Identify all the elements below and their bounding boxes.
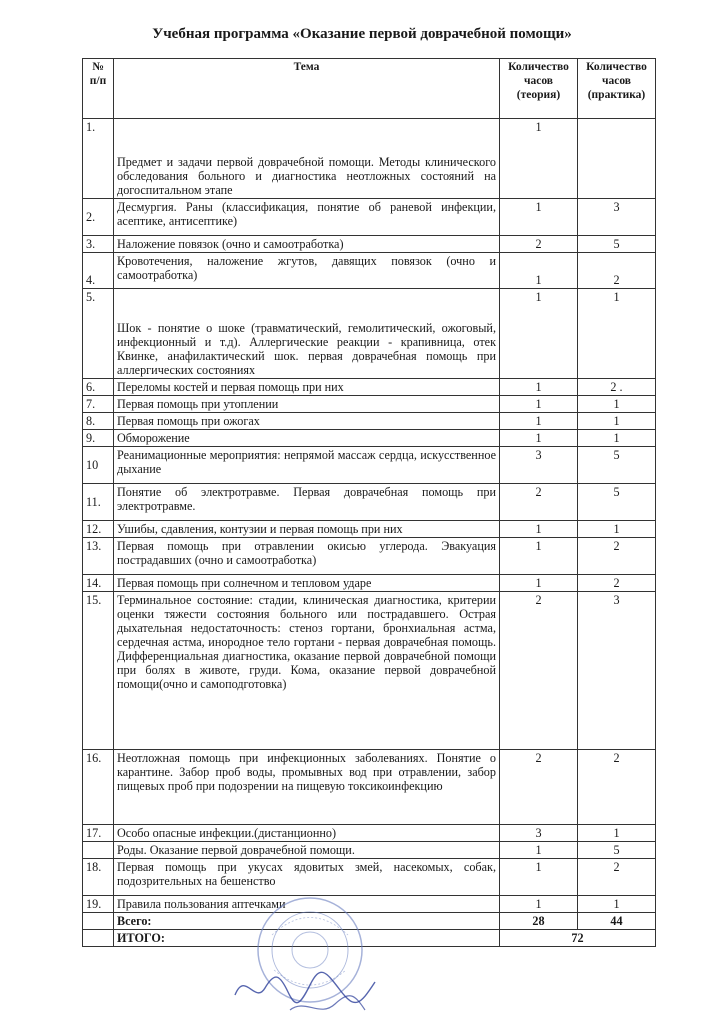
row-num: 18. (83, 859, 114, 896)
row-num: 7. (83, 396, 114, 413)
row-theme: Роды. Оказание первой доврачебной помощи. (114, 842, 500, 859)
row-num: 16. (83, 750, 114, 825)
row-theory: 1 (500, 379, 578, 396)
table-row (83, 430, 656, 447)
table-row (83, 825, 656, 842)
header-practice: Количество часов (практика) (578, 59, 656, 119)
row-num: 5. (83, 289, 114, 379)
table-row (83, 859, 656, 896)
row-theme: Кровотечения, наложение жгутов, давящих повязок (очно и самоотработка) (114, 253, 500, 289)
row-theme: Переломы костей и первая помощь при них (114, 379, 500, 396)
row-num: 1. (83, 119, 114, 199)
row-theme: Понятие об электротравме. Первая доврачебная помощь при электротравме. (114, 484, 500, 521)
row-practice: 2 (578, 538, 656, 575)
signature (230, 960, 380, 1020)
row-practice: 2 (578, 859, 656, 896)
row-practice (578, 119, 656, 199)
table-row (83, 379, 656, 396)
row-num: 19. (83, 896, 114, 913)
table-row (83, 236, 656, 253)
table-row (83, 538, 656, 575)
row-theory: 1 (500, 413, 578, 430)
row-practice: 3 (578, 592, 656, 750)
row-theory: 1 (500, 396, 578, 413)
row-theory: 1 (500, 253, 578, 289)
row-theory: 1 (500, 538, 578, 575)
row-theme: Первая помощь при укусах ядовитых змей, насекомых, собак, подозрительных на бешенство (114, 859, 500, 896)
row-practice: 3 (578, 199, 656, 236)
table-row (83, 253, 656, 289)
row-theme: Неотложная помощь при инфекционных заболеваниях. Понятие о карантине. Забор проб воды, промывных вод при отравлении, забор пищевых проб при подозрении на пищевую токсикоинфекцию (114, 750, 500, 825)
row-theme: Десмургия. Раны (классификация, понятие об раневой инфекции, асептике, антисептике) (114, 199, 500, 236)
row-practice: 1 (578, 396, 656, 413)
row-num: 15. (83, 592, 114, 750)
row-theme: Наложение повязок (очно и самоотработка) (114, 236, 500, 253)
row-theory: 2 (500, 236, 578, 253)
row-theme: Первая помощь при солнечном и тепловом ударе (114, 575, 500, 592)
row-practice: 2 (578, 253, 656, 289)
row-theme: Ушибы, сдавления, контузии и первая помощь при них (114, 521, 500, 538)
row-num: 17. (83, 825, 114, 842)
table-row (83, 842, 656, 859)
table-row (83, 575, 656, 592)
row-practice: 1 (578, 430, 656, 447)
header-theme: Тема (114, 59, 500, 119)
grand-total-label: ИТОГО: (114, 930, 500, 947)
row-theory: 1 (500, 859, 578, 896)
row-theory: 1 (500, 575, 578, 592)
row-theme: Реанимационные мероприятия: непрямой массаж сердца, искусственное дыхание (114, 447, 500, 484)
row-theory: 1 (500, 289, 578, 379)
table-row (83, 119, 656, 199)
row-num: 13. (83, 538, 114, 575)
table-row (83, 199, 656, 236)
row-num (83, 842, 114, 859)
row-theme: Обморожение (114, 430, 500, 447)
row-num: 4. (83, 253, 114, 289)
total-label: Всего: (114, 913, 500, 930)
row-practice: 5 (578, 447, 656, 484)
row-num: 2. (83, 199, 114, 236)
row-theory: 2 (500, 592, 578, 750)
row-num: 9. (83, 430, 114, 447)
row-num: 12. (83, 521, 114, 538)
row-practice: 2 (578, 575, 656, 592)
row-practice: 5 (578, 842, 656, 859)
row-theme: Первая помощь при утоплении (114, 396, 500, 413)
page-title: Учебная программа «Оказание первой доврачебной помощи» (152, 26, 572, 42)
row-num: 8. (83, 413, 114, 430)
row-theme: Шок - понятие о шоке (травматический, гемолитический, ожоговый, инфекционный и т.д). Аллергические реакции - крапивница, отек Квинке, анафилактический шок. первая доврачебная помощь при аллергических состояниях (114, 289, 500, 379)
row-theme: Предмет и задачи первой доврачебной помощи. Методы клинического обследования больного и диагностика неотложных состояний на догоспитальном этапе (114, 119, 500, 199)
row-theme: Терминальное состояние: стадии, клиническая диагностика, критерии оценки тяжести состояния больного или пострадавшего. Острая дыхательная недостаточность: стеноз гортани, бронхиальная астма, сердечная астма, инородное тело гортани - первая доврачебная помощь. Дифференциальная диагностика, оказание первой доврачебной помощи при болях в животе, груди. Кома, оказание первой доврачебной помощи(очно и самоподготовка) (114, 592, 500, 750)
row-num: 14. (83, 575, 114, 592)
row-theme: Первая помощь при ожогах (114, 413, 500, 430)
total-practice: 44 (578, 913, 656, 930)
row-theory: 2 (500, 484, 578, 521)
grand-total-value: 72 (500, 930, 656, 947)
row-num: 11. (83, 484, 114, 521)
row-theory: 1 (500, 430, 578, 447)
row-theory: 3 (500, 447, 578, 484)
header-num: № п/п (83, 59, 114, 119)
row-num: 10 (83, 447, 114, 484)
row-theory: 3 (500, 825, 578, 842)
row-practice: 1 (578, 896, 656, 913)
row-practice: 5 (578, 484, 656, 521)
row-practice: 2 (578, 750, 656, 825)
row-theory: 1 (500, 896, 578, 913)
row-practice: 5 (578, 236, 656, 253)
table-row (83, 750, 656, 825)
table-row (83, 484, 656, 521)
row-practice: 1 (578, 825, 656, 842)
row-practice: 1 (578, 289, 656, 379)
row-theory: 1 (500, 842, 578, 859)
row-practice: 1 (578, 413, 656, 430)
table-row (83, 396, 656, 413)
row-practice: 2 . (578, 379, 656, 396)
table-row (83, 289, 656, 379)
total-num-cell (83, 913, 114, 930)
row-theory: 1 (500, 521, 578, 538)
table-row (83, 413, 656, 430)
header-theory: Количество часов (теория) (500, 59, 578, 119)
row-num: 6. (83, 379, 114, 396)
row-theme: Первая помощь при отравлении окисью углерода. Эвакуация пострадавших (очно и самоотработка) (114, 538, 500, 575)
row-num: 3. (83, 236, 114, 253)
table-row (83, 521, 656, 538)
table-row (83, 592, 656, 750)
table-row (83, 447, 656, 484)
row-theory: 1 (500, 199, 578, 236)
row-theory: 2 (500, 750, 578, 825)
row-practice: 1 (578, 521, 656, 538)
program-table (82, 58, 656, 947)
total-theory: 28 (500, 913, 578, 930)
row-theme: Правила пользования аптечками (114, 896, 500, 913)
row-theme: Особо опасные инфекции.(дистанционно) (114, 825, 500, 842)
grand-total-num-cell (83, 930, 114, 947)
row-theory: 1 (500, 119, 578, 199)
